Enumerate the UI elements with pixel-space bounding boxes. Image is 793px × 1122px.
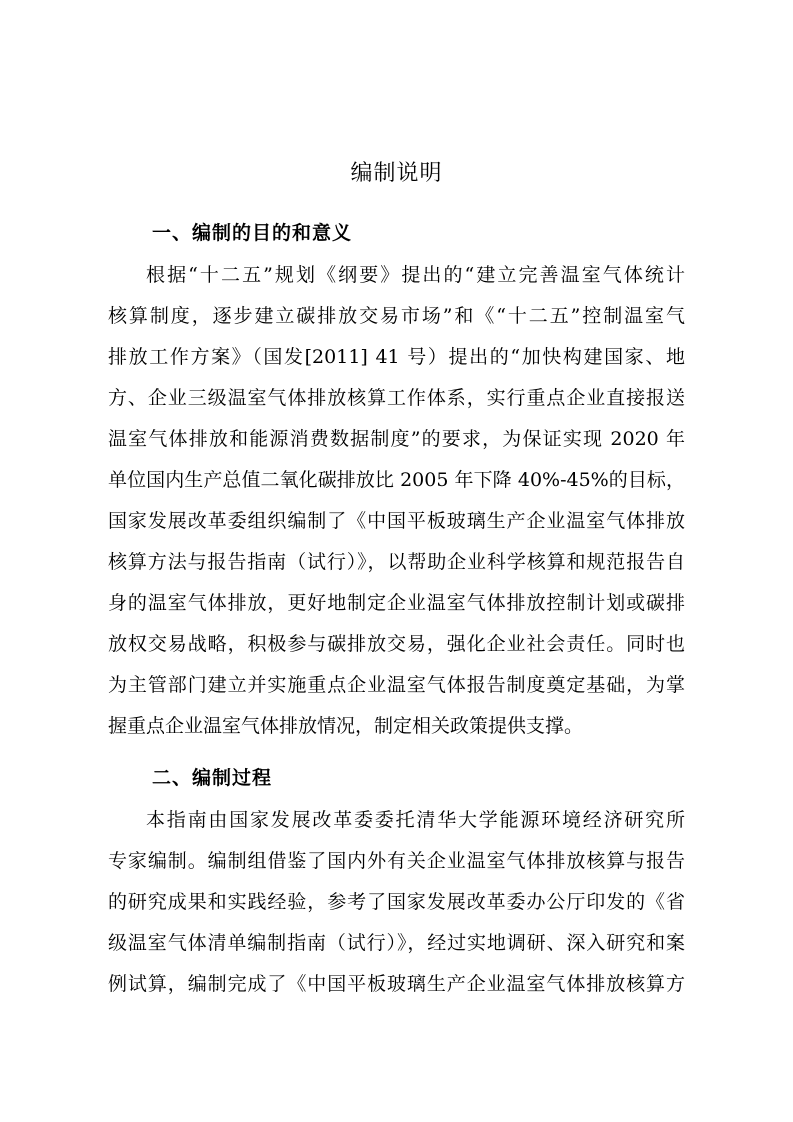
- paragraph-line: 为主管部门建立并实施重点企业温室气体报告制度奠定基础，为掌: [108, 674, 685, 696]
- paragraph-line: 根据“十二五”规划《纲要》提出的“建立完善温室气体统计: [146, 264, 685, 286]
- paragraph-line: 握重点企业温室气体排放情况，制定相关政策提供支撑。: [108, 715, 584, 737]
- paragraph-line: 方、企业三级温室气体排放核算工作体系，实行重点企业直接报送: [108, 387, 685, 409]
- paragraph-line: 级温室气体清单编制指南（试行）》，经过实地调研、深入研究和案: [108, 932, 685, 954]
- paragraph-line: 例试算，编制完成了《中国平板玻璃生产企业温室气体排放核算方: [108, 973, 685, 995]
- paragraph-line: 单位国内生产总值二氧化碳排放比 2005 年下降 40%-45%的目标，: [108, 469, 685, 491]
- section-heading-process: 二、编制过程: [152, 767, 273, 789]
- paragraph-line: 核算制度，逐步建立碳排放交易市场”和《“十二五”控制温室气: [108, 305, 685, 327]
- paragraph-line: 国家发展改革委组织编制了《中国平板玻璃生产企业温室气体排放: [108, 510, 685, 532]
- paragraph-line: 排放工作方案》（国发[2011] 41 号）提出的“加快构建国家、地: [108, 346, 685, 368]
- paragraph-line: 专家编制。编制组借鉴了国内外有关企业温室气体排放核算与报告: [108, 850, 685, 872]
- paragraph-line: 核算方法与报告指南（试行）》，以帮助企业科学核算和规范报告自: [108, 551, 685, 573]
- page-title: 编制说明: [350, 161, 443, 186]
- paragraph-line: 温室气体排放和能源消费数据制度”的要求，为保证实现 2020 年: [108, 428, 685, 450]
- section-heading-purpose: 一、编制的目的和意义: [152, 222, 353, 244]
- paragraph-line: 放权交易战略，积极参与碳排放交易，强化企业社会责任。同时也: [108, 633, 685, 655]
- paragraph-line: 身的温室气体排放，更好地制定企业温室气体排放控制计划或碳排: [108, 592, 685, 614]
- paragraph-line: 本指南由国家发展改革委委托清华大学能源环境经济研究所: [146, 809, 685, 831]
- paragraph-line: 的研究成果和实践经验，参考了国家发展改革委办公厅印发的《省: [108, 891, 685, 913]
